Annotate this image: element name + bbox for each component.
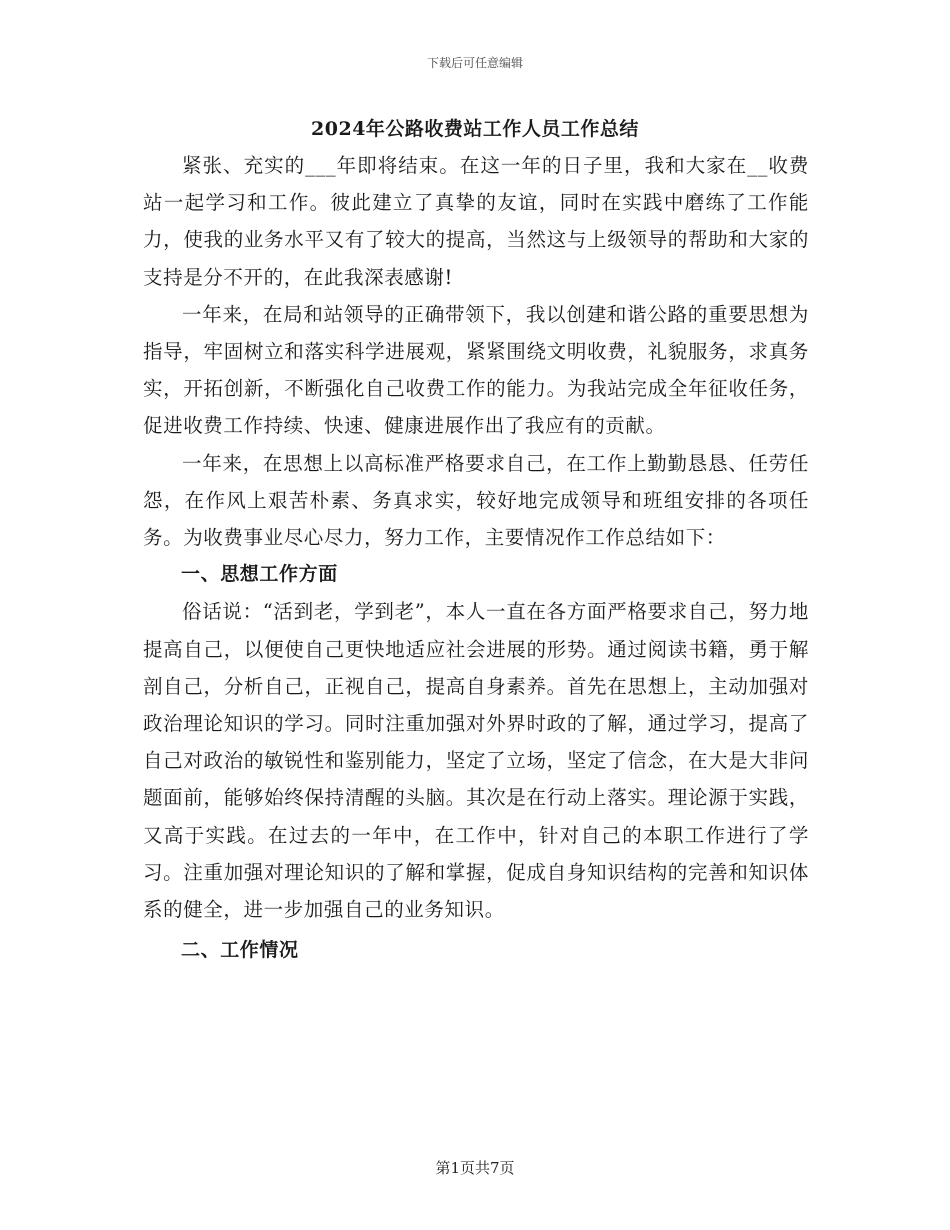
paragraph-year-review: 一年来，在局和站领导的正确带领下，我以创建和谐公路的重要思想为指导，牢固树立和落实科学进展观，紧紧围绕文明收费，礼貌服务，求真务实，开拓创新，不断强化自己收费工作的能力。为我站完成全年征收任务，促进收费工作持续、快速、健康进展作出了我应有的贡献。 xyxy=(143,302,809,438)
document-title: 2024年公路收费站工作人员工作总结 xyxy=(311,118,639,140)
page-number: 第1页共7页 xyxy=(435,1159,515,1177)
paragraph-intro: 紧张、充实的___年即将结束。在这一年的日子里，我和大家在__收费站一起学习和工作。彼此建立了真挚的友谊，同时在实践中磨练了工作能力，使我的业务水平又有了较大的提高，当然这与上级领导的帮助和大家的支持是分不开的，在此我深表感谢! xyxy=(143,154,809,289)
section-heading-ideology: 一、思想工作方面 xyxy=(181,563,338,586)
document-body xyxy=(143,147,809,969)
header-note: 下载后可任意编辑 xyxy=(426,56,523,70)
paragraph-summary-lead: 一年来，在思想上以高标准严格要求自己，在工作上勤勤恳恳、任劳任怨，在作风上艰苦朴素、务真求实，较好地完成领导和班组安排的各项任务。为收费事业尽心尽力，努力工作，主要情况作工作总结如下： xyxy=(143,451,809,550)
section-heading-work: 二、工作情况 xyxy=(181,939,299,962)
paragraph-ideology: 俗话说：“活到老，学到老”，本人一直在各方面严格要求自己，努力地提高自己，以便使自己更快地适应社会进展的形势。通过阅读书籍，勇于解剖自己，分析自己，正视自己，提高自身素养。首先在思想上，主动加强对政治理论知识的学习。同时注重加强对外界时政的了解，通过学习，提高了自己对政治的敏锐性和鉴别能力，坚定了立场，坚定了信念，在大是大非问题面前，能够始终保持清醒的头脑。其次是在行动上落实。理论源于实践，又高于实践。在过去的一年中，在工作中，针对自己的本职工作进行了学习。注重加强对理论知识的了解和掌握，促成自身知识结构的完善和知识体系的健全，进一步加强自己的业务知识。 xyxy=(143,600,809,922)
